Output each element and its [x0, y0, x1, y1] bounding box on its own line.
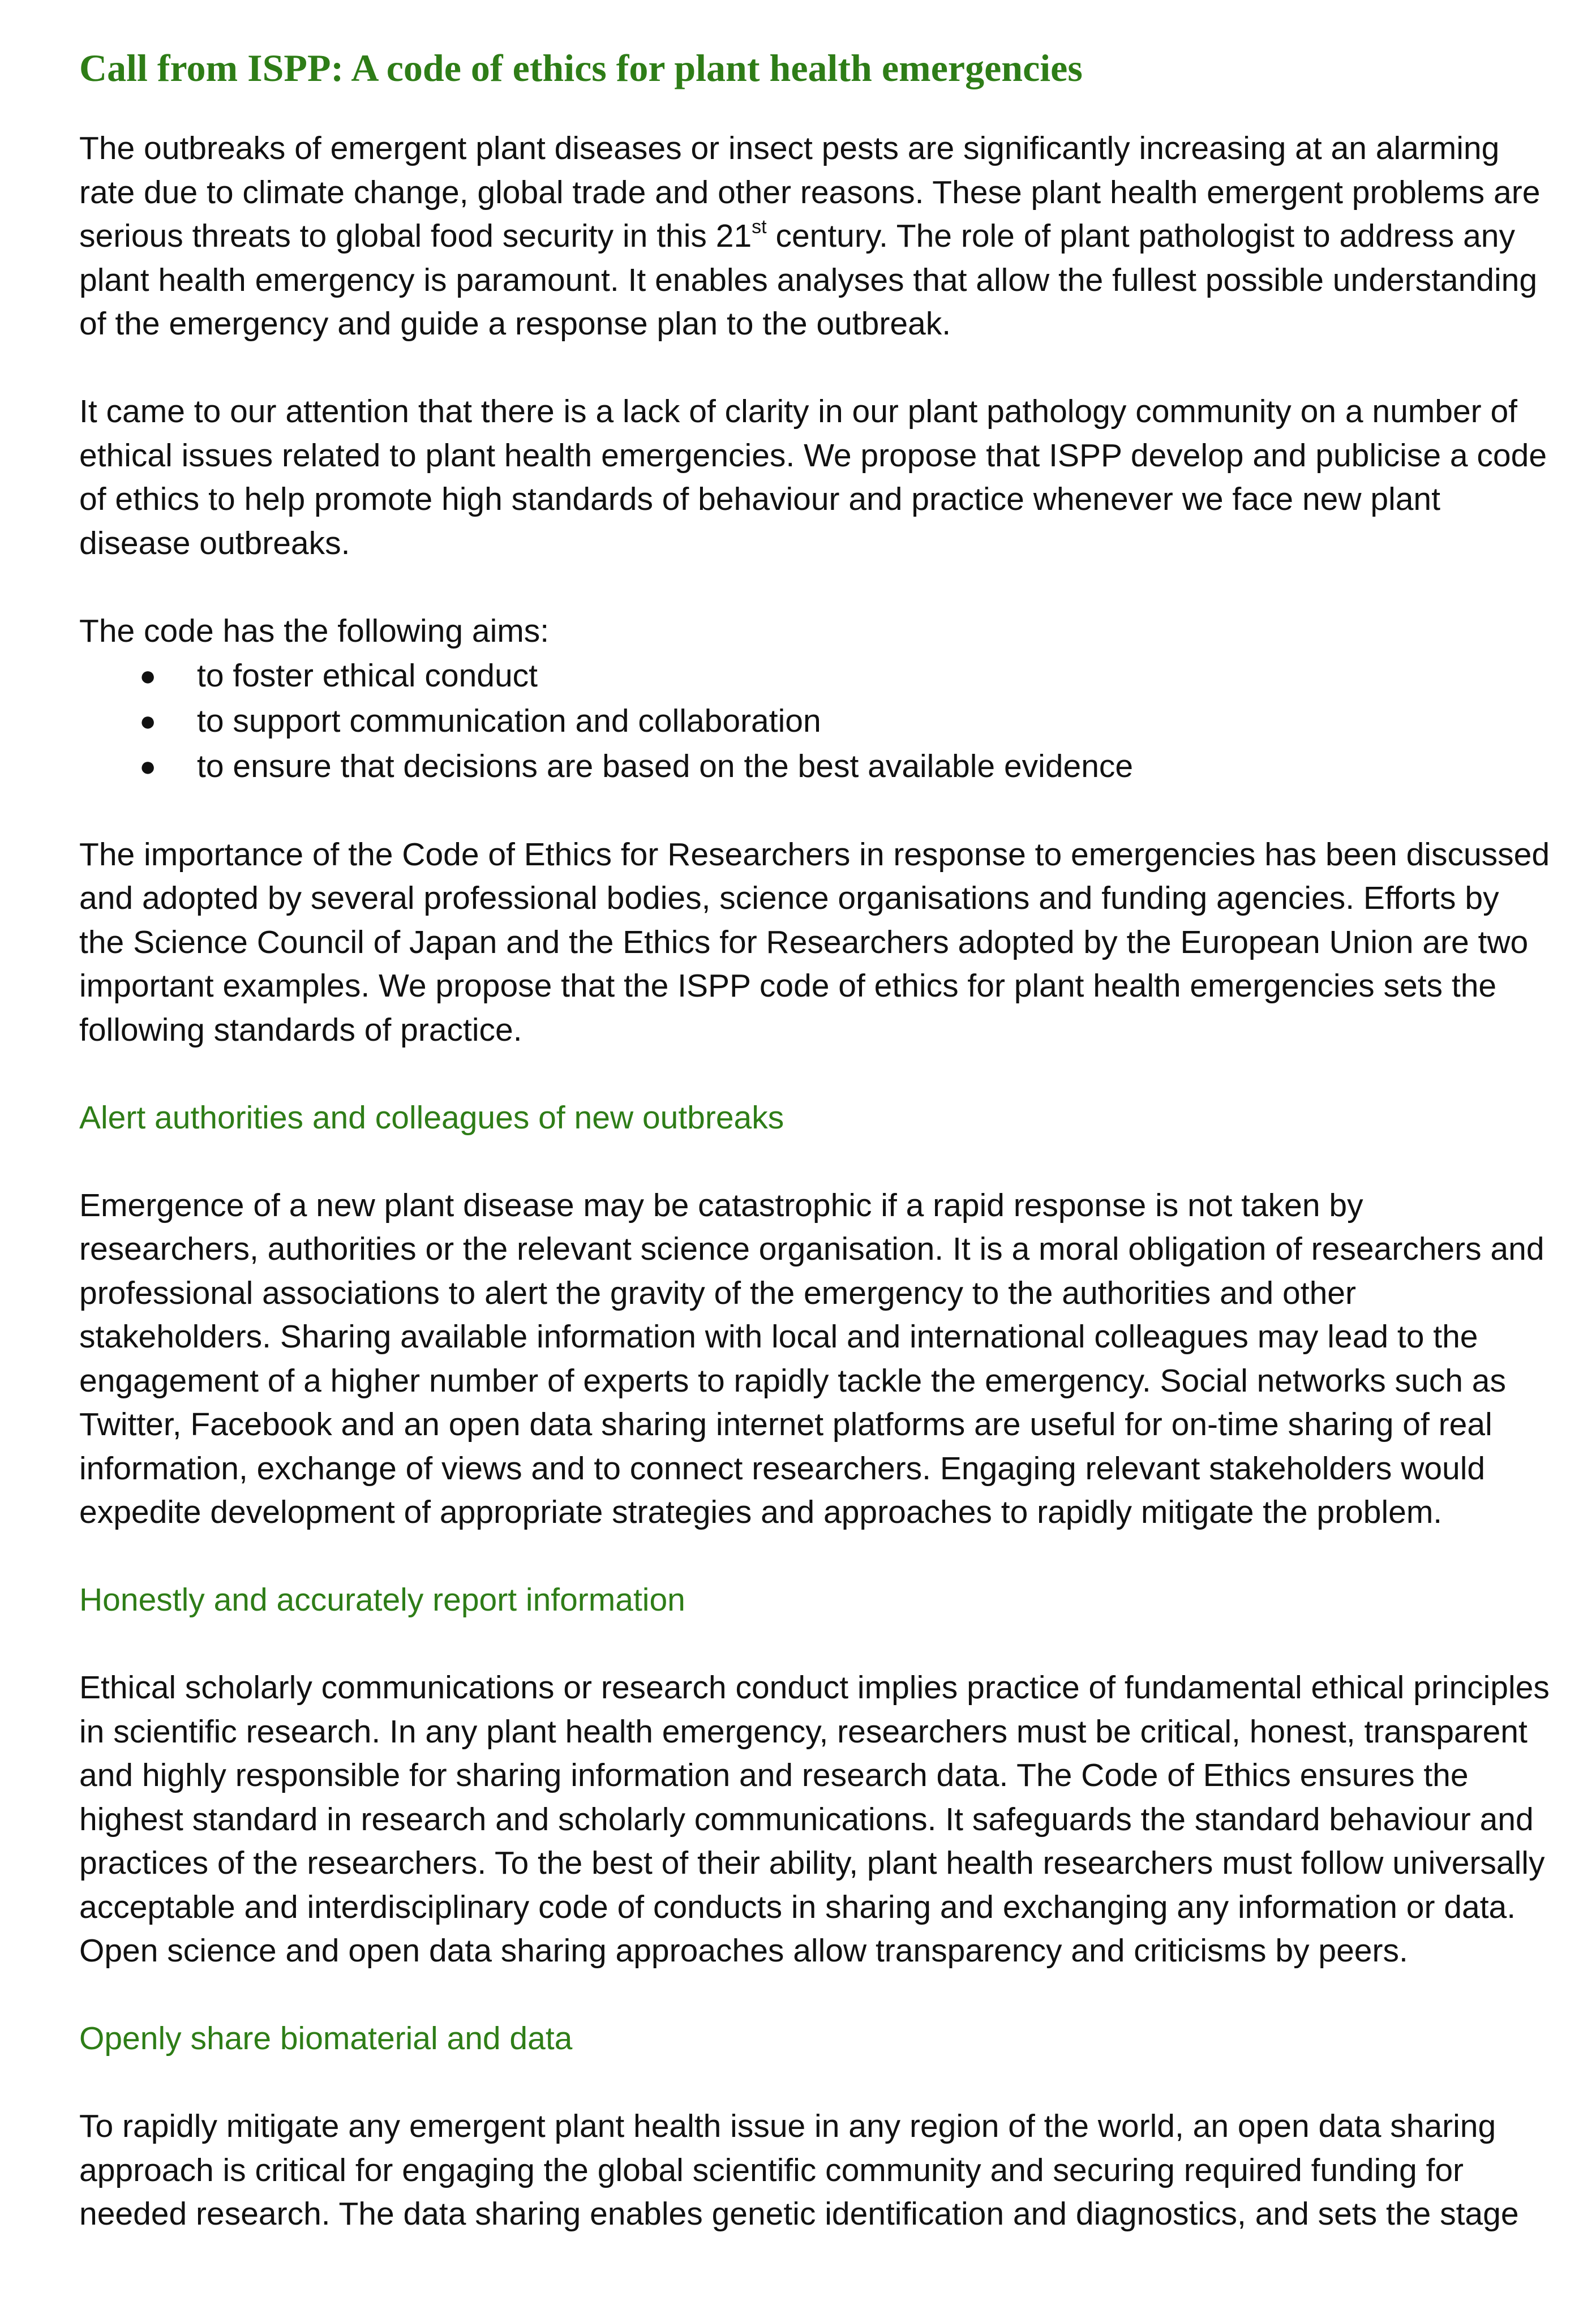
list-item [79, 744, 1551, 789]
list-item-text: to support communication and collaboration [197, 703, 821, 739]
intro-text-part1: The outbreaks of emergent plant diseases or insect pests are significantly increasing at an alarming rate due to climate change, global trade and other reasons. These plant health emergent problems are serious threats to global food security in this 21 [79, 130, 1541, 254]
section-body-alert: Emergence of a new plant disease may be catastrophic if a rapid response is not taken by researchers, authorities or the relevant science organisation. It is a moral obligation of researchers and professional associations to alert the gravity of the emergency to the authorities and other stakeholders. Sharing available information with local and international colleagues may lead to the engagement of a higher number of experts to rapidly tackle the emergency. Social networks such as Twitter, Facebook and an open data sharing internet platforms are useful for on-time sharing of real information, exchange of views and to connect researchers. Engaging relevant stakeholders would expedite development of appropriate strategies and approaches to rapidly mitigate the problem. [79, 1187, 1544, 1530]
list-item-text: to foster ethical conduct [197, 658, 538, 694]
lack-of-clarity-paragraph: It came to our attention that there is a lack of clarity in our plant pathology community on a number of ethical issues related to plant health emergencies. We propose that ISPP develop and publicise a code of ethics to help promote high standards of behaviour and practice whenever we face new plant disease outbreaks. [79, 393, 1547, 561]
intro-text-part2: century. The role of plant pathologist to address any plant health emergency is paramount. It enables analyses that allow the fullest possible understanding of the emergency and guide a response plan to the outbreak. [79, 218, 1538, 342]
bullet-icon: ● [139, 750, 157, 782]
section-heading-sharing: Openly share biomaterial and data [79, 2020, 573, 2057]
bullet-icon: ● [139, 660, 157, 692]
section-heading-alert: Alert authorities and colleagues of new outbreaks [79, 1099, 784, 1136]
aims-intro: The code has the following aims: [79, 612, 550, 649]
list-item-text: to ensure that decisions are based on the best available evidence [197, 748, 1134, 784]
section-body-sharing: To rapidly mitigate any emergent plant health issue in any region of the world, an open data sharing approach is critical for engaging the global scientific community and securing required funding for needed research. The data sharing enables genetic identification and diagnostics, and sets the stage [79, 2108, 1519, 2232]
page-title: Call from ISPP: A code of ethics for plant health emergencies [79, 46, 1083, 89]
section-heading-honesty: Honestly and accurately report information [79, 1582, 685, 1618]
bullet-icon: ● [139, 705, 157, 737]
section-body-honesty: Ethical scholarly communications or research conduct implies practice of fundamental ethical principles in scientific research. In any plant health emergency, researchers must be critical, honest, transparent and highly responsible for sharing information and research data. The Code of Ethics ensures the highest standard in research and scholarly communications. It safeguards the standard behaviour and practices of the researchers. To the best of their ability, plant health researchers must follow universally acceptable and interdisciplinary code of conducts in sharing and exchanging any information or data. Open science and open data sharing approaches allow transparency and criticisms by peers. [79, 1669, 1550, 1969]
list-item [79, 653, 1551, 698]
aims-list [79, 653, 1551, 789]
document-page [79, 40, 1551, 2237]
code-importance-paragraph: The importance of the Code of Ethics for Researchers in response to emergencies has been discussed and adopted by several professional bodies, science organisations and funding agencies. Efforts by the Science Council of Japan and the Ethics for Researchers adopted by the European Union are two important examples. We propose that the ISPP code of ethics for plant health emergencies sets the following standards of practice. [79, 836, 1550, 1048]
intro-paragraph [79, 127, 1551, 346]
ordinal-suffix: st [752, 216, 767, 238]
list-item [79, 698, 1551, 744]
